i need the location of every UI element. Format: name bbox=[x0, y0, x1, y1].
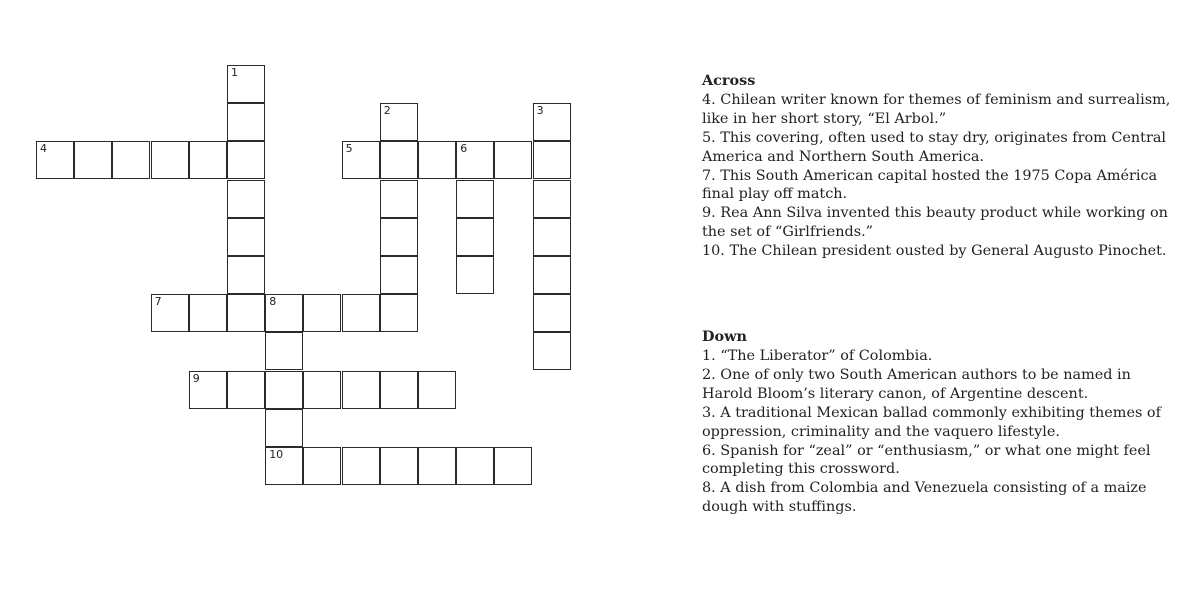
grid-cell[interactable] bbox=[494, 141, 532, 179]
down-heading: Down bbox=[702, 328, 747, 346]
clue-across-9: 9. Rea Ann Silva invented this beauty product while working on the set of “Girlfriends.” bbox=[702, 205, 1168, 241]
clue-number-3: 3 bbox=[536, 104, 544, 118]
grid-cell[interactable] bbox=[227, 371, 265, 409]
clue-number-7: 7 bbox=[154, 295, 162, 309]
grid-cell[interactable] bbox=[227, 65, 265, 103]
grid-cell[interactable] bbox=[533, 180, 571, 218]
grid-cell[interactable] bbox=[418, 141, 456, 179]
grid-cell[interactable] bbox=[380, 447, 418, 485]
grid-cell[interactable] bbox=[380, 141, 418, 179]
grid-cell[interactable] bbox=[189, 371, 227, 409]
grid-cell[interactable] bbox=[342, 371, 380, 409]
clues-panel bbox=[702, 72, 1182, 517]
grid-cell[interactable] bbox=[494, 447, 532, 485]
grid-cell[interactable] bbox=[227, 256, 265, 294]
grid-cell[interactable] bbox=[456, 447, 494, 485]
grid-cell[interactable] bbox=[227, 180, 265, 218]
grid-cell[interactable] bbox=[303, 294, 341, 332]
grid-cell[interactable] bbox=[380, 103, 418, 141]
clue-number-5: 5 bbox=[345, 142, 353, 156]
grid-cell[interactable] bbox=[342, 294, 380, 332]
grid-cell[interactable] bbox=[265, 447, 303, 485]
grid-cell[interactable] bbox=[456, 218, 494, 256]
grid-cell[interactable] bbox=[533, 256, 571, 294]
grid-cell[interactable] bbox=[418, 371, 456, 409]
clue-number-8: 8 bbox=[269, 295, 277, 309]
grid-cell[interactable] bbox=[227, 103, 265, 141]
clue-across-4: 4. Chilean writer known for themes of feminism and surrealism, like in her short story, “El Arbol.” bbox=[702, 91, 1171, 127]
grid-cell[interactable] bbox=[533, 294, 571, 332]
down-section bbox=[702, 328, 1182, 517]
grid-cell[interactable] bbox=[112, 141, 150, 179]
grid-cell[interactable] bbox=[189, 294, 227, 332]
clue-number-1: 1 bbox=[231, 66, 238, 79]
grid-cell[interactable] bbox=[380, 256, 418, 294]
grid-cell[interactable] bbox=[456, 256, 494, 294]
grid-cell[interactable] bbox=[380, 294, 418, 332]
grid-cell[interactable] bbox=[533, 332, 571, 370]
clue-number-4: 4 bbox=[40, 142, 47, 156]
grid-cell[interactable] bbox=[227, 294, 265, 332]
grid-cell[interactable] bbox=[74, 141, 112, 179]
grid-cell[interactable] bbox=[418, 447, 456, 485]
clue-across-7: 7. This South American capital hosted the 1975 Copa América final play off match. bbox=[702, 167, 1158, 203]
grid-cell[interactable] bbox=[533, 218, 571, 256]
grid-cell[interactable] bbox=[265, 332, 303, 370]
clue-down-2: 2. One of only two South American authors to be named in Harold Bloom’s literary canon, of Argentine descent. bbox=[702, 366, 1131, 402]
grid-cell[interactable] bbox=[265, 294, 303, 332]
clue-across-10: 10. The Chilean president ousted by General Augusto Pinochet. bbox=[702, 243, 1167, 260]
grid-cell[interactable] bbox=[380, 180, 418, 218]
grid-cell[interactable] bbox=[151, 141, 189, 179]
grid-cell[interactable] bbox=[189, 141, 227, 179]
clue-across-5: 5. This covering, often used to stay dry, originates from Central America and Northern South America. bbox=[702, 129, 1167, 165]
clue-number-9: 9 bbox=[192, 371, 200, 385]
clue-down-1: 1. “The Liberator” of Colombia. bbox=[702, 347, 933, 364]
grid-cell[interactable] bbox=[533, 141, 571, 179]
grid-cell[interactable] bbox=[380, 371, 418, 409]
grid-cell[interactable] bbox=[456, 141, 494, 179]
grid-cell[interactable] bbox=[303, 371, 341, 409]
grid-cell[interactable] bbox=[265, 371, 303, 409]
clue-down-3: 3. A traditional Mexican ballad commonly exhibiting themes of oppression, criminality and the vaquero lifestyle. bbox=[702, 404, 1161, 440]
clue-number-2: 2 bbox=[383, 104, 391, 118]
grid-cell[interactable] bbox=[227, 218, 265, 256]
grid-cell[interactable] bbox=[151, 294, 189, 332]
clue-number-10: 10 bbox=[269, 448, 284, 461]
clue-down-8: 8. A dish from Colombia and Venezuela consisting of a maize dough with stuffings. bbox=[702, 480, 1147, 516]
grid-cell[interactable] bbox=[380, 218, 418, 256]
grid-cell[interactable] bbox=[342, 141, 380, 179]
grid-cell[interactable] bbox=[456, 180, 494, 218]
clue-number-6: 6 bbox=[460, 142, 468, 156]
grid-cell[interactable] bbox=[265, 409, 303, 447]
grid-cell[interactable] bbox=[533, 103, 571, 141]
grid-cell[interactable] bbox=[342, 447, 380, 485]
grid-cell[interactable] bbox=[36, 141, 74, 179]
grid-cell[interactable] bbox=[227, 141, 265, 179]
across-heading: Across bbox=[702, 72, 756, 89]
grid-cell[interactable] bbox=[303, 447, 341, 485]
clue-down-6: 6. Spanish for “zeal” or “enthusiasm,” or what one might feel completing this crossword. bbox=[702, 442, 1151, 478]
across-section bbox=[702, 72, 1182, 261]
